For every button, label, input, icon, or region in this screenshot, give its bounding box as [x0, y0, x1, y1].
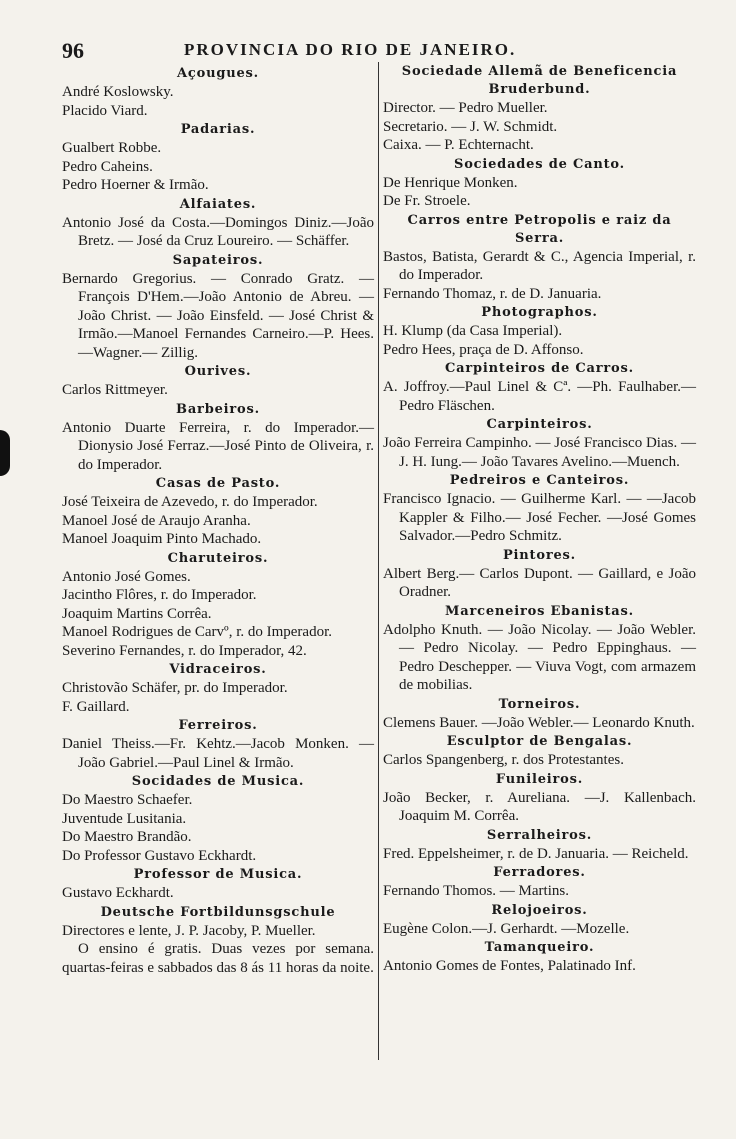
entry-paragraph: Bastos, Batista, Gerardt & C., Agencia Imperial, r. do Imperador.	[383, 248, 696, 283]
directory-section	[383, 63, 696, 155]
section-heading: Carpinteiros de Carros.	[445, 361, 634, 376]
directory-section	[62, 866, 374, 903]
directory-section	[383, 864, 696, 901]
entry-line: Do Maestro Schaefer.	[62, 792, 193, 808]
entry-line: Christovão Schäfer, pr. do Imperador.	[62, 680, 288, 696]
section-heading: Socidades de Musica.	[131, 774, 305, 789]
section-heading: Relojoeiros.	[491, 902, 588, 918]
entry-line: De Henrique Monken.	[383, 174, 518, 191]
entry-line: Antonio José Gomes.	[62, 568, 191, 585]
entry-line: Eugène Colon.—J. Gerhardt. —Mozelle.	[383, 920, 630, 937]
section-heading: Ourives.	[184, 364, 252, 379]
section-heading: Sociedade Allemã de Beneficencia Bruderbund.	[401, 64, 678, 97]
entry-paragraph: João Ferreira Campinho. — José Francisco Dias. — J. H. Iung.— João Tavares Avelino.—Muench.	[383, 435, 696, 470]
entry-line: André Koslowsky.	[62, 84, 174, 100]
entry-line: Placido Viard.	[62, 102, 148, 119]
directory-section	[62, 904, 374, 978]
directory-section	[383, 360, 696, 415]
directory-section	[62, 717, 374, 772]
entry-line: De Fr. Stroele.	[383, 193, 471, 209]
section-heading: Deutsche Fortbildunsgschule	[100, 904, 336, 920]
section-heading: Padarias.	[180, 122, 256, 137]
entry-paragraph: Antonio José da Costa.—Domingos Diniz.—João Bretz. — José da Cruz Loureiro. — Schäffer.	[62, 214, 374, 249]
directory-section	[383, 212, 696, 304]
page-number: 96	[62, 38, 84, 63]
entry-line: Director. — Pedro Mueller.	[383, 100, 548, 116]
directory-section	[383, 603, 696, 695]
directory-section	[383, 416, 696, 471]
section-heading: Vidraceiros.	[169, 662, 267, 677]
running-title: PROVINCIA DO RIO DE JANEIRO.	[184, 40, 517, 59]
directory-section	[383, 939, 696, 976]
section-heading: Barbeiros.	[176, 401, 260, 417]
directory-section	[62, 252, 374, 363]
directory-section	[383, 304, 696, 359]
entry-paragraph: Adolpho Knuth. — João Nicolay. — João Webler. — Pedro Nicolay. — Pedro Eppinghaus. — Pedro Deschepper. — Viuva Vogt, com armazem de mobilias.	[383, 621, 696, 693]
section-heading: Serralheiros.	[486, 827, 593, 843]
entry-line: H. Klump (da Casa Imperial).	[383, 323, 563, 339]
entry-line: Gualbert Robbe.	[62, 140, 162, 156]
entry-line: Do Maestro Brandão.	[62, 829, 192, 845]
entry-line: Fernando Thomaz, r. de D. Januaria.	[383, 285, 602, 302]
section-heading: Alfaiates.	[179, 196, 257, 212]
entry-paragraph: Daniel Theiss.—Fr. Kehtz.—Jacob Monken. —João Gabriel.—Paul Linel & Irmão.	[62, 736, 374, 771]
directory-section	[62, 661, 374, 716]
directory-section	[383, 156, 696, 211]
entry-line: Antonio Gomes de Fontes, Palatinado Inf.	[383, 958, 636, 974]
section-heading: Pintores.	[502, 547, 576, 563]
right-column	[378, 62, 696, 1060]
entry-line: Pedro Hees, praça de D. Affonso.	[383, 341, 584, 358]
directory-section	[383, 547, 696, 602]
section-heading: Funileiros.	[495, 771, 584, 787]
entry-paragraph: Francisco Ignacio. — Guilherme Karl. — —Jacob Kappler & Filho.— José Fecher. —José Gomes Salvador.—Pedro Schmitz.	[383, 491, 696, 544]
section-heading: Sapateiros.	[172, 252, 264, 268]
entry-paragraph: Antonio Duarte Ferreira, r. do Imperador.—Dionysio José Ferraz.—José Pinto de Oliveira, r. do Imperador.	[62, 419, 374, 473]
entry-line: Manoel Rodrigues de Carvº, r. do Imperador.	[62, 624, 333, 640]
entry-line: Secretario. — J. W. Schmidt.	[383, 118, 558, 135]
section-heading: Torneiros.	[498, 696, 581, 712]
directory-section	[62, 773, 374, 865]
entry-line: Carlos Rittmeyer.	[62, 382, 168, 398]
entry-line: Pedro Hoerner & Irmão.	[62, 177, 209, 193]
section-heading: Pedreiros e Canteiros.	[449, 473, 630, 488]
section-heading: Esculptor de Bengalas.	[446, 734, 633, 749]
directory-section	[383, 771, 696, 826]
section-heading: Carpinteiros.	[486, 417, 593, 432]
section-heading: Carros entre Petropolis e raiz da Serra.	[407, 212, 672, 246]
entry-paragraph: Fred. Eppelsheimer, r. de D. Januaria. — Reicheld.	[383, 845, 689, 862]
directory-section	[62, 196, 374, 251]
section-heading: Ferreiros.	[178, 718, 258, 733]
entry-line: Severino Fernandes, r. do Imperador, 42.	[62, 642, 307, 659]
section-heading: Professor de Musica.	[133, 867, 303, 882]
section-heading: Marceneiros Ebanistas.	[445, 603, 634, 619]
directory-section	[383, 733, 696, 770]
section-heading: Charuteiros.	[167, 550, 269, 566]
entry-paragraph: Albert Berg.— Carlos Dupont. — Gaillard, e João Oradner.	[383, 565, 696, 600]
entry-line: Do Professor Gustavo Eckhardt.	[62, 847, 257, 864]
entry-line: Manoel José de Araujo Aranha.	[62, 512, 251, 529]
page-header	[62, 38, 702, 64]
section-heading: Casas de Pasto.	[155, 476, 281, 491]
entry-line: Juventude Lusitania.	[62, 810, 187, 827]
directory-section	[383, 827, 696, 864]
entry-line: Fernando Thomos. — Martins.	[383, 883, 569, 899]
entry-line: Carlos Spangenberg, r. dos Protestantes.	[383, 752, 624, 768]
entry-line: Pedro Caheins.	[62, 158, 153, 175]
directory-section	[62, 550, 374, 661]
entry-line: Jacintho Flôres, r. do Imperador.	[62, 587, 257, 603]
entry-line: F. Gaillard.	[62, 698, 130, 715]
section-heading: Ferradores.	[493, 865, 586, 880]
entry-line: José Teixeira de Azevedo, r. do Imperador.	[62, 494, 318, 510]
directory-section	[383, 696, 696, 733]
entry-paragraph: A. Joffroy.—Paul Linel & Cª. —Ph. Faulhaber.— Pedro Fläschen.	[383, 379, 696, 414]
directory-section	[62, 65, 374, 120]
section-heading: Photographos.	[481, 305, 598, 320]
directory-section	[62, 475, 374, 549]
section-heading: Tamanqueiro.	[484, 940, 595, 955]
directory-section	[62, 363, 374, 400]
entry-paragraph: Clemens Bauer. —João Webler.— Leonardo Knuth.	[383, 714, 695, 731]
section-heading: Açougues.	[177, 66, 259, 81]
entry-line: Directores e lente, J. P. Jacoby, P. Mueller.	[62, 922, 316, 939]
binding-hole	[0, 430, 10, 476]
entry-paragraph: O ensino é gratis. Duas vezes por semana. quartas-feiras e sabbados das 8 ás 11 horas da noite.	[62, 941, 374, 976]
entry-line: Manoel Joaquim Pinto Machado.	[62, 531, 262, 547]
entry-paragraph: Bernardo Gregorius. — Conrado Gratz. — François D'Hem.—João Antonio de Abreu. — João Christ. — João Einsfeld. — José Christ & Irmão.—Manoel Fernandes Carneiro.—P. Hees.—Wagner.— Zillig.	[62, 270, 374, 361]
section-heading: Sociedades de Canto.	[454, 156, 625, 172]
entry-line: Joaquim Martins Corrêa.	[62, 605, 212, 622]
directory-section	[383, 472, 696, 546]
entry-line: Caixa. — P. Echternacht.	[383, 137, 534, 153]
left-column	[62, 64, 374, 977]
directory-section	[383, 902, 696, 939]
entry-line: Gustavo Eckhardt.	[62, 885, 174, 901]
directory-section	[62, 121, 374, 195]
directory-section	[62, 401, 374, 475]
entry-paragraph: João Becker, r. Aureliana. —J. Kallenbach. Joaquim M. Corrêa.	[383, 789, 696, 824]
